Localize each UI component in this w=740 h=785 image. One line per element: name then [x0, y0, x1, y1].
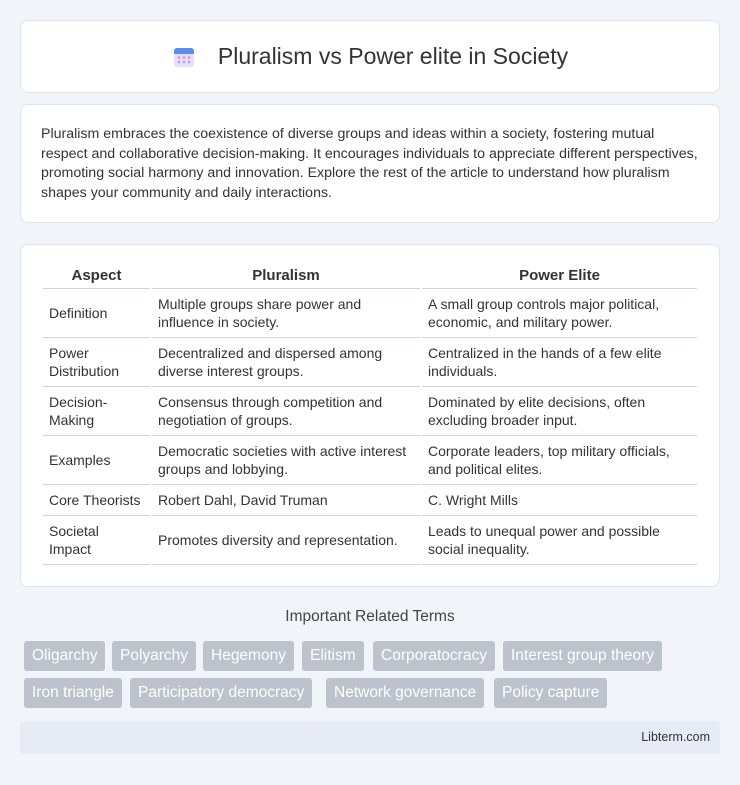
- row-pluralism: Consensus through competition and negotiation of groups.: [152, 387, 420, 436]
- comparison-table: [41, 265, 699, 565]
- row-power-elite: Centralized in the hands of a few elite individuals.: [422, 338, 697, 387]
- intro-card: [20, 104, 720, 223]
- row-pluralism: Multiple groups share power and influence in society.: [152, 289, 420, 338]
- tag-hegemony[interactable]: Hegemony: [203, 641, 294, 671]
- header-aspect: Aspect: [43, 265, 150, 289]
- comparison-table-card: [20, 244, 720, 587]
- row-pluralism: Democratic societies with active interest groups and lobbying.: [152, 436, 420, 485]
- row-pluralism: Decentralized and dispersed among diverse interest groups.: [152, 338, 420, 387]
- tag-polyarchy[interactable]: Polyarchy: [112, 641, 196, 671]
- header-pluralism: Pluralism: [152, 265, 420, 289]
- tag-oligarchy[interactable]: Oligarchy: [24, 641, 105, 671]
- intro-text: Pluralism embraces the coexistence of diverse groups and ideas within a society, fostering mutual respect and collaborative decision-making. It encourages individuals to appreciate different perspectives, promoting social harmony and innovation. Explore the rest of the article to understand how pluralism shapes your community and daily interactions.: [41, 126, 698, 201]
- table-row: [43, 387, 697, 436]
- related-terms-title: Important Related Terms: [285, 608, 455, 625]
- table-row: [43, 436, 697, 485]
- row-aspect: Power Distribution: [43, 338, 150, 387]
- page-title: Pluralism vs Power elite in Society: [217, 43, 569, 69]
- tag-elitism[interactable]: Elitism: [302, 641, 364, 671]
- footer-site-link[interactable]: Libterm.com: [641, 730, 710, 744]
- row-aspect: Societal Impact: [43, 516, 150, 565]
- footer: [20, 721, 720, 754]
- row-aspect: Examples: [43, 436, 150, 485]
- row-power-elite: Leads to unequal power and possible social inequality.: [422, 516, 697, 565]
- row-aspect: Core Theorists: [43, 485, 150, 516]
- header-power-elite: Power Elite: [422, 265, 697, 289]
- row-aspect: Definition: [43, 289, 150, 338]
- row-power-elite: Corporate leaders, top military officials, and political elites.: [422, 436, 697, 485]
- row-power-elite: A small group controls major political, economic, and military power.: [422, 289, 697, 338]
- row-pluralism: Robert Dahl, David Truman: [152, 485, 420, 516]
- table-row: [43, 338, 697, 387]
- table-row: [43, 485, 697, 516]
- tag-policy-capture[interactable]: Policy capture: [494, 678, 607, 708]
- row-power-elite: Dominated by elite decisions, often excluding broader input.: [422, 387, 697, 436]
- row-aspect: Decision-Making: [43, 387, 150, 436]
- tag-interest-group-theory[interactable]: Interest group theory: [503, 641, 662, 671]
- table-row: [43, 516, 697, 565]
- tag-iron-triangle[interactable]: Iron triangle: [24, 678, 122, 708]
- table-row: [43, 289, 697, 338]
- tag-corporatocracy[interactable]: Corporatocracy: [373, 641, 495, 671]
- tag-network-governance[interactable]: Network governance: [326, 678, 484, 708]
- row-power-elite: C. Wright Mills: [422, 485, 697, 516]
- calendar-icon: [172, 45, 196, 69]
- row-pluralism: Promotes diversity and representation.: [152, 516, 420, 565]
- header-card: [20, 20, 720, 93]
- tag-participatory-democracy[interactable]: Participatory democracy: [130, 678, 312, 708]
